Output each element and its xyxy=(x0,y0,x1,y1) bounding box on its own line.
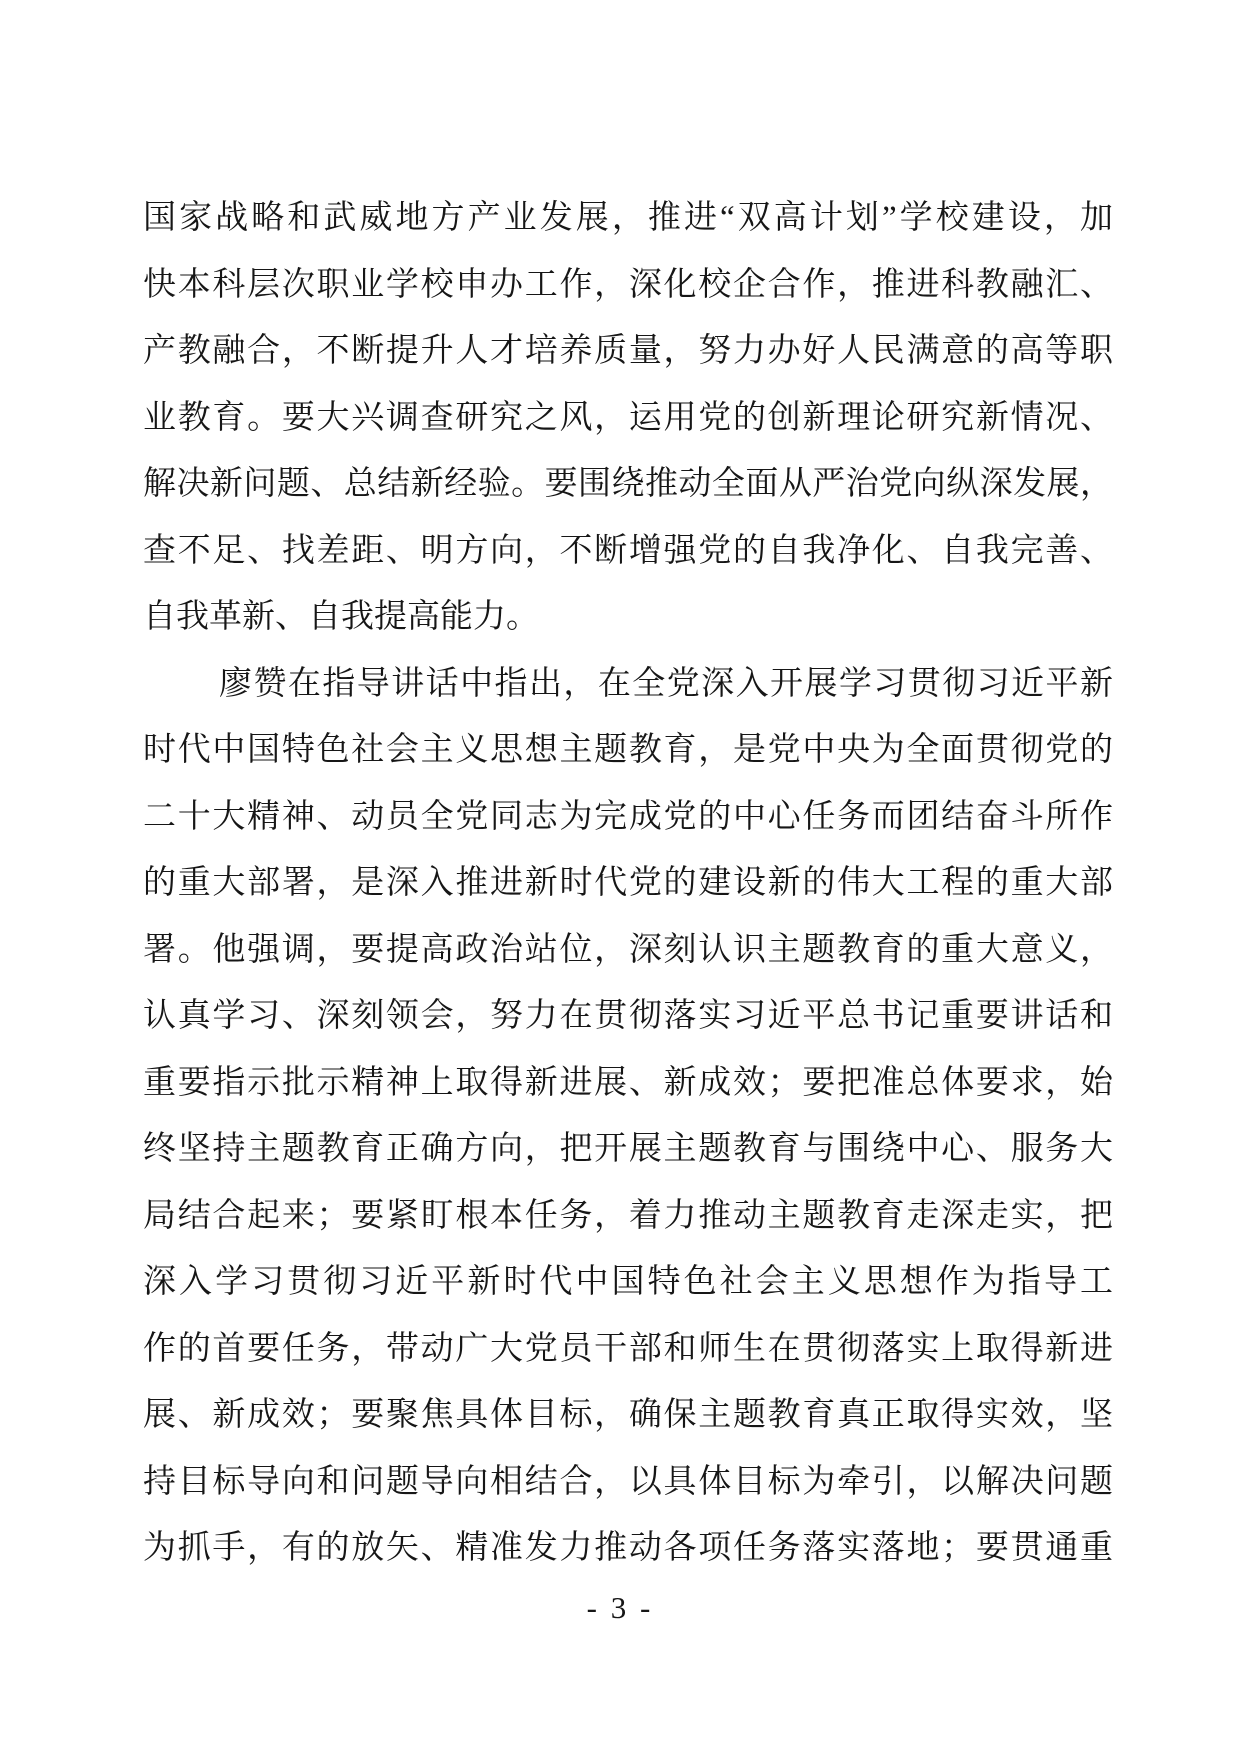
document-text-line: 认真学习、深刻领会，努力在贯彻落实习近平总书记重要讲话和 xyxy=(143,998,1113,1034)
page-number: - 3 - xyxy=(586,1590,654,1625)
document-text-line: 局结合起来；要紧盯根本任务，着力推动主题教育走深走实，把 xyxy=(143,1197,1113,1234)
document-text-line: 终坚持主题教育正确方向，把开展主题教育与围绕中心、服务大 xyxy=(143,1131,1113,1167)
document-text-line: 自我革新、自我提高能力。 xyxy=(143,599,539,635)
document-text-line: 产教融合，不断提升人才培养质量，努力办好人民满意的高等职 xyxy=(143,333,1113,369)
document-text-line: 作的首要任务，带动广大党员干部和师生在贯彻落实上取得新进 xyxy=(143,1330,1113,1367)
document-text-line: 为抓手，有的放矢、精准发力推动各项任务落实落地；要贯通重 xyxy=(143,1530,1113,1566)
document-text-line: 业教育。要大兴调查研究之风，运用党的创新理论研究新情况、 xyxy=(143,399,1113,436)
document-text-line: 廖赞在指导讲话中指出，在全党深入开展学习贯彻习近平新 xyxy=(219,665,1113,702)
document-text-line: 时代中国特色社会主义思想主题教育，是党中央为全面贯彻党的 xyxy=(143,732,1113,768)
document-text-line: 查不足、找差距、明方向，不断增强党的自我净化、自我完善、 xyxy=(143,532,1113,569)
document-text-line: 快本科层次职业学校申办工作，深化校企合作，推进科教融汇、 xyxy=(143,266,1113,303)
document-body xyxy=(143,185,1113,1582)
document-text-line: 展、新成效；要聚焦具体目标，确保主题教育真正取得实效，坚 xyxy=(143,1397,1113,1433)
document-text-line: 深入学习贯彻习近平新时代中国特色社会主义思想作为指导工 xyxy=(143,1264,1113,1300)
document-text-line: 解决新问题、总结新经验。要围绕推动全面从严治党向纵深发展， xyxy=(143,466,1113,502)
document-text-line: 重要指示批示精神上取得新进展、新成效；要把准总体要求，始 xyxy=(143,1064,1113,1101)
document-text-line: 署。他强调，要提高政治站位，深刻认识主题教育的重大意义， xyxy=(143,931,1113,968)
document-text-line: 持目标导向和问题导向相结合，以具体目标为牵引，以解决问题 xyxy=(143,1463,1113,1500)
document-text-line: 国家战略和武威地方产业发展，推进“双高计划”学校建设，加 xyxy=(143,200,1113,236)
document-text-line: 的重大部署，是深入推进新时代党的建设新的伟大工程的重大部 xyxy=(143,865,1113,901)
document-text-line: 二十大精神、动员全党同志为完成党的中心任务而团结奋斗所作 xyxy=(143,798,1113,835)
